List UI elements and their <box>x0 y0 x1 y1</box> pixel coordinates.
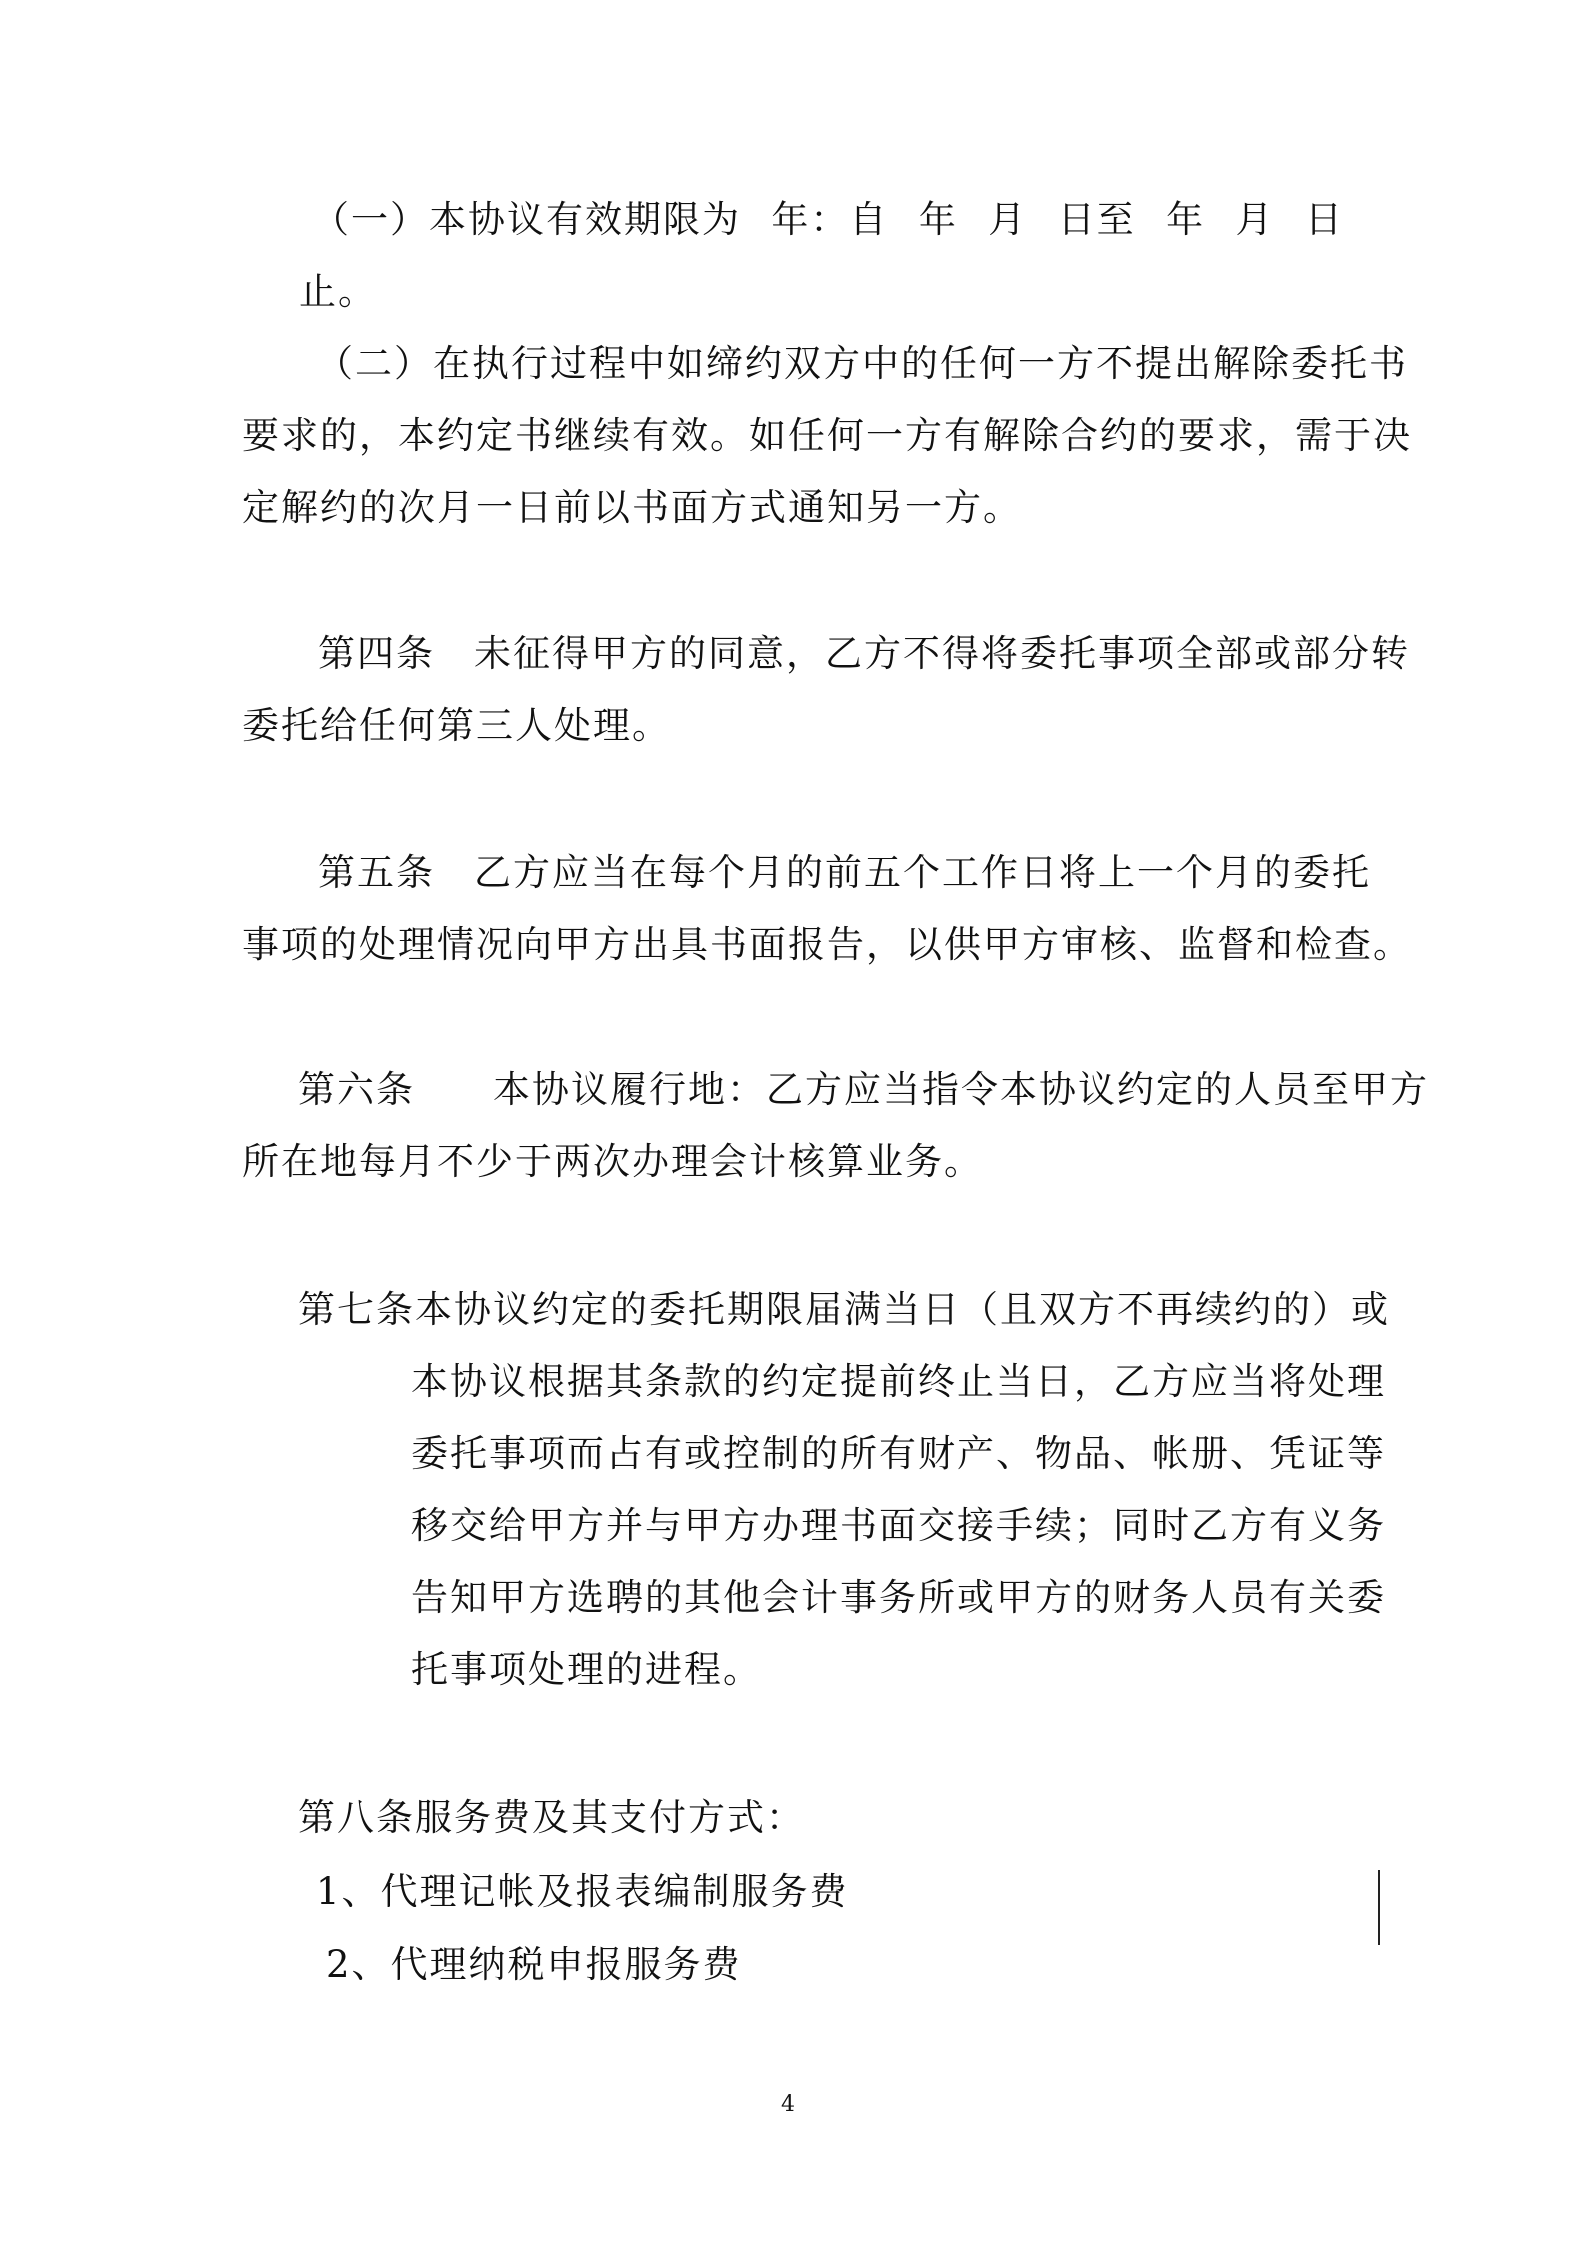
article-5-line-1: 第五条 乙方应当在每个月的前五个工作日将上一个月的委托 <box>318 851 1371 894</box>
termination-clause-line-3: 定解约的次月一日前以书面方式通知另一方。 <box>242 486 1022 529</box>
article-7-line-6: 托事项处理的进程。 <box>411 1648 762 1691</box>
article-4-line-1: 第四条 未征得甲方的同意，乙方不得将委托事项全部或部分转 <box>318 632 1410 675</box>
page-number: 4 <box>781 2092 795 2117</box>
period-clause-line-1 <box>312 196 1344 244</box>
period-clause-part: 年：自 <box>771 198 889 241</box>
article-8-heading: 第八条服务费及其支付方式： <box>298 1796 805 1839</box>
period-clause-part: 日至 <box>1057 198 1136 241</box>
period-clause-part: （一）本协议有效期限为 <box>312 198 741 241</box>
article-8-item-2: 2、代理纳税申报服务费 <box>326 1943 742 1986</box>
article-7-line-1: 第七条本协议约定的委托期限届满当日（且双方不再续约的）或 <box>298 1288 1390 1331</box>
period-clause-part: 年 <box>1166 198 1206 241</box>
article-4-line-2: 委托给任何第三人处理。 <box>242 704 671 747</box>
period-clause-line-2: 止。 <box>299 270 377 313</box>
period-clause-part: 月 <box>988 198 1028 241</box>
article-7-line-2: 本协议根据其条款的约定提前终止当日，乙方应当将处理 <box>411 1360 1386 1403</box>
article-8-item-1: 1、代理记帐及报表编制服务费 <box>316 1870 849 1913</box>
article-5-line-2: 事项的处理情况向甲方出具书面报告，以供甲方审核、监督和检查。 <box>242 923 1412 966</box>
article-7-line-4: 移交给甲方并与甲方办理书面交接手续；同时乙方有义务 <box>411 1504 1386 1547</box>
article-6-line-1: 第六条 本协议履行地：乙方应当指令本协议约定的人员至甲方 <box>298 1068 1429 1111</box>
article-6-line-2: 所在地每月不少于两次办理会计核算业务。 <box>242 1140 983 1183</box>
period-clause-part: 年 <box>918 198 958 241</box>
termination-clause-line-2: 要求的，本约定书继续有效。如任何一方有解除合约的要求，需于决 <box>242 414 1412 457</box>
article-7-line-3: 委托事项而占有或控制的所有财产、物品、帐册、凭证等 <box>411 1432 1386 1475</box>
period-clause-part: 日 <box>1304 198 1344 241</box>
article-7-line-5: 告知甲方选聘的其他会计事务所或甲方的财务人员有关委 <box>411 1576 1386 1619</box>
termination-clause-line-1: （二）在执行过程中如缔约双方中的任何一方不提出解除委托书 <box>316 342 1408 385</box>
period-clause-part: 月 <box>1235 198 1275 241</box>
margin-change-bar <box>1378 1870 1380 1945</box>
